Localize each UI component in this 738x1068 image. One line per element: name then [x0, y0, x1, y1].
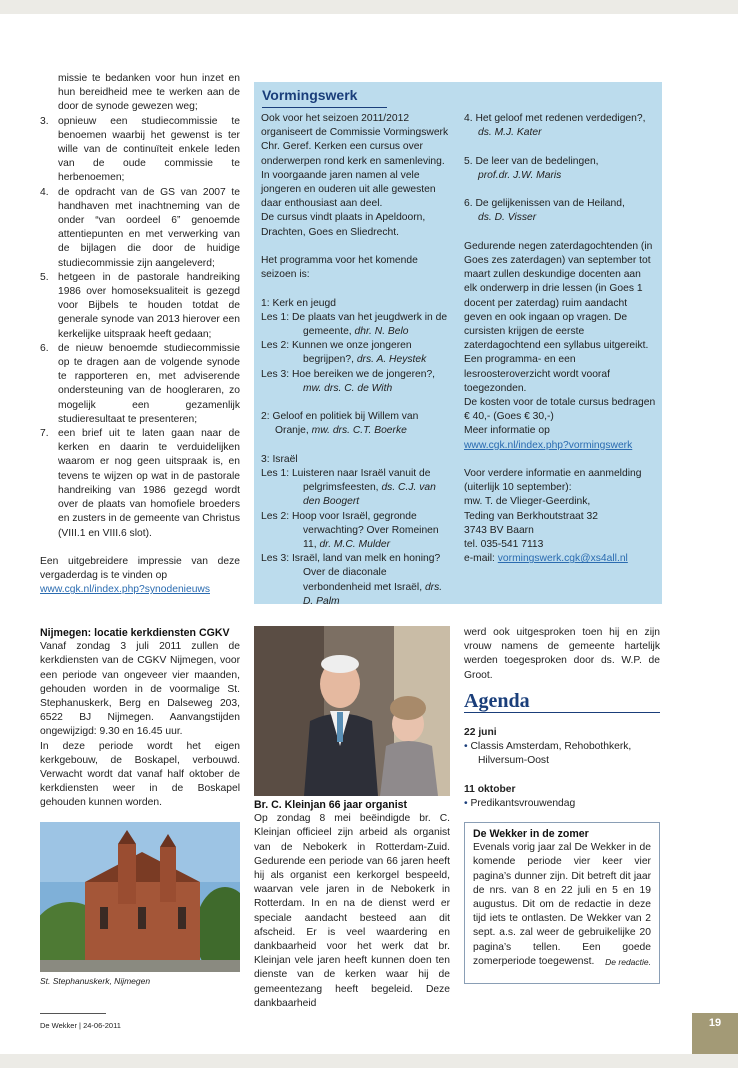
list-number: 4. [40, 186, 49, 198]
contact-line: mw. T. de Vlieger-Geerdink, [464, 496, 591, 508]
places-text: De cursus vindt plaats in Apeldoorn, Drachten, Goes en Sliedrecht. [261, 212, 426, 238]
list-text: een brief uit te laten gaan naar de kerken en daarin te verduidelijken waarom er nog geen uitspraak is, en tevens te wijzen op wat in de pastorale handreiking van 1986 gezegd wordt over de plaats van homofiele broeders en zusters in de gemeente van Christus (VIII.1 en VIII.6 slot). [58, 428, 240, 539]
list-item [40, 115, 240, 186]
lesson [261, 311, 453, 339]
lesson-label: Les 1: [261, 468, 290, 480]
block-heading: 3: Israël [261, 453, 298, 465]
email-label: e-mail: [464, 553, 495, 565]
list-item [40, 342, 240, 427]
vormingswerk-column-left [261, 112, 453, 609]
agenda-date: 22 juni [464, 727, 497, 738]
title-underline [262, 107, 387, 108]
vormingswerk-column-right [464, 112, 656, 566]
kleinjan-article [254, 798, 450, 1011]
contact-line: tel. 035-541 7113 [464, 539, 544, 551]
kleinjan-continued [464, 626, 660, 683]
lesson [261, 339, 453, 367]
list-number: 5. [40, 271, 49, 283]
agenda-date: 11 oktober [464, 783, 516, 795]
contact-line: 3743 BV Baarn [464, 524, 534, 536]
contact-intro: Voor verdere informatie en aanmelding (uiterlijk 10 september): [464, 468, 642, 494]
lesson-label: Les 1: [261, 311, 290, 323]
lesson [261, 552, 453, 609]
lesson [261, 368, 453, 396]
footer-rule [40, 1013, 106, 1014]
email-link[interactable]: vormingswerk.cgk@xs4all.nl [497, 553, 628, 565]
church-photo-caption: St. Stephanuskerk, Nijmegen [40, 976, 151, 986]
lesson-text: Luisteren naar Israël vanuit de pelgrimsfeesten, [291, 468, 431, 494]
schedule-text: Gedurende negen zaterdagochtenden (in Goes zes zaterdagen) van september tot maart zullen deskundige docenten aan elk onderwerp in drie lessen (in Goes 1 docent per zaterdag) ruim aandacht geven en ook ingaan op vragen. De cursisten krijgen de eerste zaterdagochtend een syllabus uitgereikt. Een programma- en een lesroosteroverzicht wordt vooraf toegezonden. [464, 240, 653, 394]
footer-text: De Wekker | 24-06-2011 [40, 1021, 121, 1030]
wekker-signature: De redactie. [605, 957, 651, 968]
block-heading: 5. De leer van de bedelingen, [464, 155, 599, 167]
wekker-title: De Wekker in de zomer [473, 828, 589, 840]
kleinjan-title: Br. C. Kleinjan 66 jaar organist [254, 799, 408, 811]
block-heading-text: 2: Geloof en politiek bij Willem van Oranje, [261, 411, 419, 437]
agenda-entry: • Classis Amsterdam, Rehobothkerk, Hilversum-Oost [464, 741, 632, 767]
agenda-entry-text: Predikantsvrouwendag [470, 798, 576, 809]
agenda-entry-text: Classis Amsterdam, Rehobothkerk, Hilversum-Oost [470, 741, 632, 767]
block-speaker: mw. drs. C.T. Boerke [311, 425, 407, 437]
agenda-underline [464, 712, 660, 713]
lesson [261, 467, 453, 510]
list-text: hetgeen in de pastorale handreiking 1986 over homoseksualiteit is gezegd voor Bijbels te houden totdat de generale synode van 2013 hierover een kerkelijke uitspraak heeft gedaan; [58, 271, 240, 340]
list-text: de opdracht van de GS van 2007 te handhaven met inachtneming van de onder “van oordeel 6” genoemde attentiepunten en met verwerking van de bijlagen die door de huidige studiecommissie zijn aangeleverd; [58, 186, 240, 269]
lesson-speaker: dr. M.C. Mulder [319, 539, 391, 551]
vormingswerk-title: Vormingswerk [262, 87, 358, 103]
lesson-text: Hoop voor Israël, gegronde verwachting? Over Romeinen 11, [291, 510, 439, 551]
kleinjan-paragraph: Op zondag 8 mei beëindigde br. C. Kleinjan officieel zijn arbeid als organist van de Nebokerk in Rotterdam-Zuid. Gedurende een periode van 66 jaren heeft hij als organist een kerkorgel bespeeld, waarvan vele jaren in de Nebokerk in Rotterdam. In en na de dienst werd er speciale aandacht besteed aan dit afscheid. Er is veel waardering en dankbaarheid voor het werk dat br. Kleinjan vele jaren heeft kunnen doen ten dienste van de kerken waar hij de gemeentezang heeft begeleid. Deze dankbaarheid [254, 813, 450, 1009]
lesson-text: Israël, land van melk en honing? Over de diaconale verbondenheid met Israël, [291, 553, 441, 593]
list-item [40, 427, 240, 541]
nijmegen-paragraph: In deze periode wordt het eigen kerkgebouw, de Boskapel, verbouwd. Verwacht wordt dat vanaf half oktober de kerkdiensten weer in de Boskapel gehouden kunnen worden. [40, 740, 240, 809]
block-speaker: prof.dr. J.W. Maris [478, 169, 562, 181]
lesson-text: Kunnen we onze jongeren begrijpen?, [291, 340, 412, 366]
lesson-label: Les 3: [261, 553, 290, 565]
email-line [464, 552, 656, 566]
church-photo [40, 822, 240, 972]
more-info-text: Meer informatie op [464, 425, 550, 437]
lesson-speaker: ds. C.J. van den Boogert [303, 482, 436, 508]
contact-line: Teding van Berkhoutstraat 32 [464, 510, 598, 522]
lesson [261, 510, 453, 553]
wekker-zomer-box [464, 822, 660, 984]
list-number: 6. [40, 342, 49, 354]
besluiten-list [40, 115, 240, 541]
agenda-entry: • Predikantsvrouwendag [464, 798, 576, 809]
intro-text: Ook voor het seizoen 2011/2012 organiseert de Commissie Vormingswerk Chr. Geref. Kerken een cursus over onderwerpen rond kerk en samenleving. In voorgaande jaren namen al vele jongeren en ouderen uit alle gewesten daar enthousiast aan deel. [261, 113, 449, 210]
list-text: de nieuw benoemde studiecommissie op te dragen aan de volgende synode te rapporteren en, met adviserende ondersteuning van de hoogleraren, zo mogelijk een gezamenlijk studieresultaat te presenteren; [58, 342, 240, 425]
costs-text: De kosten voor de totale cursus bedragen € 40,- (Goes € 30,-) [464, 397, 656, 423]
lead-paragraph: missie te bedanken voor hun inzet en hun bereidheid mee te werken aan de door de synode gewezen weg; [58, 73, 240, 113]
list-item [40, 271, 240, 342]
block-heading: 4. Het geloof met redenen verdedigen?, [464, 113, 646, 124]
synodenieuws-link[interactable]: www.cgk.nl/index.php?synodenieuws [40, 584, 210, 596]
block-heading: 6. De gelijkenissen van de Heiland, [464, 198, 625, 210]
list-number: 3. [40, 115, 49, 127]
impressie-text: Een uitgebreidere impressie van deze vergaderdag is te vinden op [40, 555, 240, 582]
nijmegen-article [40, 626, 240, 811]
page-number: 19 [692, 1013, 738, 1054]
agenda-title: Agenda [464, 690, 530, 712]
list-text: opnieuw een studiecommissie te benoemen waarbij het gewenst is ter wille van de continuïteit enkele leden van de oude commissie te herbenoemen; [58, 115, 240, 184]
lesson-speaker: drs. D. Palm [303, 581, 443, 607]
block-heading: 1: Kerk en jeugd [261, 297, 336, 309]
nijmegen-title: Nijmegen: locatie kerkdiensten CGKV [40, 627, 230, 639]
kleinjan-paragraph: werd ook uitgesproken toen hij en zijn vrouw namens de gemeente hartelijk werden toegesproken door ds. W.P. de Groot. [464, 627, 660, 681]
wekker-body: Evenals vorig jaar zal De Wekker in de komende periode vier keer vier pagina’s dunner zijn. Dit betreft dit jaar de nrs. van 8 en 22 juli en 5 en 19 augustus. Dit om de redactie in deze tijd iets te ontlasten. De Wekker van 2 sept. a.s. zal weer de gebruikelijke 20 pagina’s tellen. Een goede zomerperiode toegewenst. [473, 842, 651, 967]
block-speaker: ds. D. Visser [478, 212, 537, 224]
synode-besluiten-column [40, 72, 240, 598]
vormingswerk-link[interactable]: www.cgk.nl/index.php?vormingswerk [464, 439, 633, 451]
lesson-label: Les 3: [261, 368, 290, 380]
list-item [40, 186, 240, 271]
lesson-speaker: mw. drs. C. de With [303, 382, 393, 394]
kleinjan-photo [254, 626, 450, 796]
lesson-label: Les 2: [261, 340, 290, 352]
nijmegen-paragraph: Vanaf zondag 3 juli 2011 zullen de kerkdiensten van de CGKV Nijmegen, voor een periode van ongeveer vier maanden, gehouden worden in de voormalige St. Stephanuskerk, Berg en Dalseweg 203, 6522 BJ Nijmegen. Aanvangstijden ongewijzigd: 9.30 en 16.45 uur. [40, 641, 240, 738]
vormingswerk-box [254, 82, 662, 607]
lesson-speaker: drs. A. Heystek [356, 354, 427, 366]
lesson-speaker: dhr. N. Belo [354, 326, 409, 338]
list-number: 7. [40, 428, 49, 440]
lesson-label: Les 2: [261, 510, 290, 522]
program-intro: Het programma voor het komende seizoen is: [261, 255, 418, 281]
block-speaker: ds. M.J. Kater [478, 127, 542, 139]
lesson-text: De plaats van het jeugdwerk in de gemeente, [291, 311, 448, 338]
block-heading [261, 410, 453, 438]
lesson-text: Hoe bereiken we de jongeren?, [291, 368, 436, 380]
agenda-list [464, 726, 660, 811]
